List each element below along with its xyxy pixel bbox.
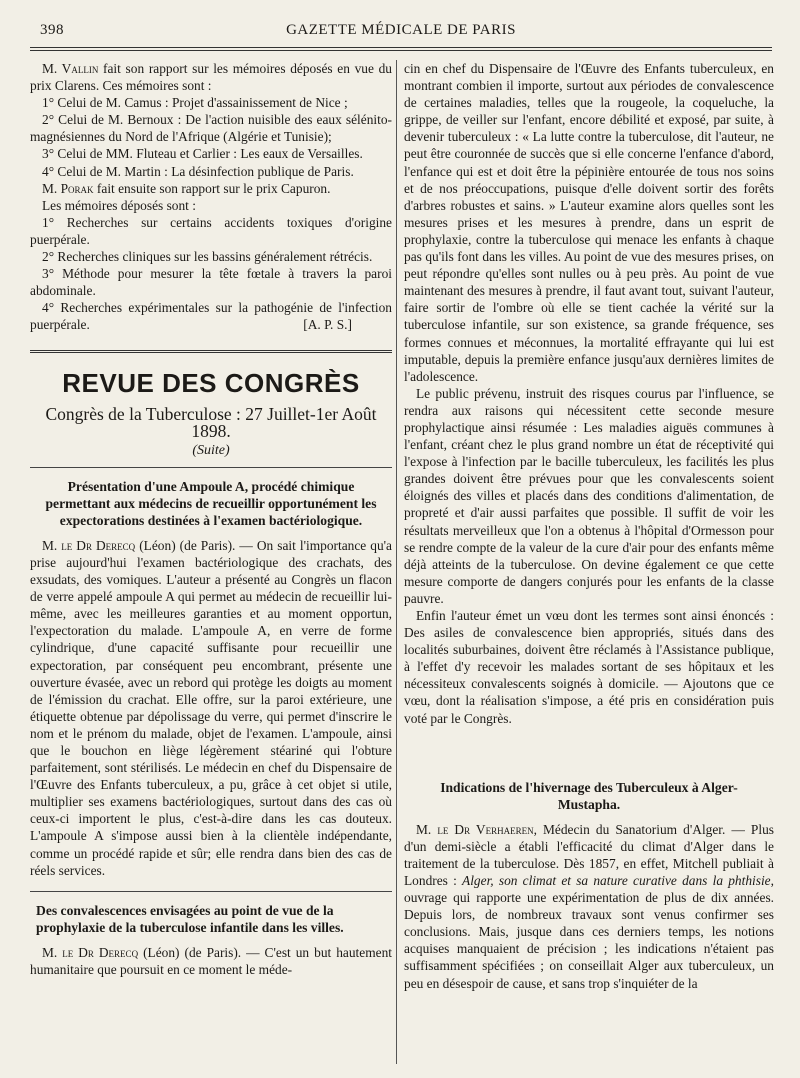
right-paragraph-2: Le public prévenu, instruit des risques courus par l'influence, se rendra aux raisons qui nécessitent cette seconde mesure prophylactique ainsi résumée : Les maladies aiguës communes à l'enfant, créant chez le plus grand nombre un état de réceptivité qui l'expose à l'infection par le bacille tuberculeux, les facilités les plus grandes doivent être prévues pour que les convalescents soient éloignés des villes et placés dans des conditions d'alimentation, de propreté et d'air aussi parfaites que possible. Il suffit de voir les résultats merveilleux que l'on a obtenus à l'hôpital d'Ormesson pour se rendre compte de la valeur de la cure d'air pour des enfants même déjà atteints de la tuberculose. On devine également ce que cette mesure comporte de dangers conjurés pour les enfants de la classe pauvre. bbox=[404, 385, 774, 606]
left-column bbox=[30, 60, 392, 978]
signature: [A. P. S.] bbox=[303, 317, 352, 333]
spacer bbox=[404, 727, 774, 775]
porak-paragraph bbox=[30, 180, 392, 197]
article-3-book-title: Alger, son climat et sa nature curative dans la phthisie bbox=[462, 872, 771, 888]
right-paragraph-3: Enfin l'auteur émet un vœu dont les termes sont ainsi énoncés : Des asiles de convalescence bien appropriés, situés dans des localités suburbaines, doivent être réclamés à l'Assistance publique, à l'effet d'y recevoir les malades sortant de ses hôpitaux et les nécessiteux convalescents soignés à domicile. — Ajoutons que ce vœu, dont la réalisation s'impose, a été pris en considération puis voté par le Congrès. bbox=[404, 608, 774, 726]
porak-name: M. Porak bbox=[42, 180, 94, 196]
right-paragraph-1: cin en chef du Dispensaire de l'Œuvre des Enfants tuberculeux, en montrant combien il importe, surtout aux périodes de convalescence de certaines maladies, telles que la rougeole, la coqueluche, la grippe, de veiller sur l'enfant, encore débilité et exposé, par suite, à devenir tuberculeux : « La lutte contre la tuberculose, dit l'auteur, ne peut être couronnée de succès que si elle concerne l'enfance d'abord, l'enfance qui est et doit être la pépinière entourée de tous nos soins et de nos préoccupations, puisque d'elle doivent sortir des forêts d'arbres robustes et sains. » L'auteur examine alors quelles sont les mesures prises et les mesures à prendre, dans un esprit de prophylaxie, contre la tuberculose qui menace les enfants à chaque pas qu'ils font dans les villes. Au point de vue des mesures prises, on peut répondre qu'elles sont nulles ou à peu près. Au point de vue maintenant des mesures à prendre, il faut avant tout, suivant l'auteur, faire sortir de l'ombre où elle se tient cachée la vérité sur la tuberculose infantile, sur son existence, sa grande fréquence, ses formes connues et méconnues, la mortalité effrayante qui lui est imputable, depuis la première enfance jusqu'aux dernières limites de l'adolescence. bbox=[404, 61, 774, 384]
porak-text: fait ensuite son rapport sur le prix Capuron. bbox=[96, 180, 331, 196]
article-3-body bbox=[404, 821, 774, 992]
vallin-name: M. Vallin bbox=[42, 61, 99, 76]
vallin-paragraph bbox=[30, 60, 392, 94]
congres-heading: Congrès de la Tuberculose : 27 Juillet-1er Août 1898. bbox=[45, 403, 377, 441]
capuron-item-4-text: 4° Recherches expérimentales sur la pathogénie de l'infection puerpérale. bbox=[30, 300, 392, 333]
article-1-text: (Léon) (de Paris). — On sait l'importance qu'a prise aujourd'hui l'examen bactériologique des crachats, des exsudats, des vomiques. L'auteur a présenté au Congrès un flacon de verre appelé ampoule A qui permet au médecin de recueillir lui-même, avec les meilleures garanties et au moment opportun, l'expectoration du malade. L'ampoule A, en verre de forme cylindrique, d'une capacité suffisante pour recueillir une expectoration, par conséquent peu encombrant, présente une ouverture évasée, avec un rebord qui protège les doigts au moment de l'émission du crachat. Elle offre, sur la paroi extérieure, une étiquette obtenue par dépolissage du verre, qui permet d'inscrire le nom et le prénom du malade, objet de l'examen. L'ampoule, ainsi que le bouchon en liège légèrement stéariné qui l'obture parfaitement, sont stérilisés. Le médecin en chef du Dispensaire de l'Œuvre des Enfants tuberculeux, a pu, grâce à cet objet si utile, multiplier ses examens bactériologiques, surtout dans des cas où ceux-ci importent le plus, c'est-à-dire dans les cas douteux. L'ampoule A s'impose aussi bien à la clientèle indépendante, comme un procédé rapide et sûr; elle rendra dans bien des cas de réels services. bbox=[30, 537, 392, 878]
revue-heading: REVUE DES CONGRÈS bbox=[62, 367, 360, 398]
article-3-title: Indications de l'hivernage des Tuberculeux à Alger-Mustapha. bbox=[440, 779, 738, 812]
header-rule bbox=[30, 47, 772, 48]
right-column bbox=[404, 60, 774, 992]
congres-separator bbox=[30, 467, 392, 468]
clarens-item-4: 4° Celui de M. Martin : La désinfection publique de Paris. bbox=[42, 163, 354, 179]
suite-label: (Suite) bbox=[192, 442, 230, 458]
article-2-title: Des convalescences envisagées au point de vue de la prophylaxie de la tuberculose infantile dans les villes. bbox=[36, 902, 344, 935]
capuron-item-2: 2° Recherches cliniques sur les bassins généralement rétrécis. bbox=[42, 249, 373, 265]
article-3-rest: , ouvrage qui rapporte une expérimentation de plus de dix années. Depuis lors, de nombreux travaux sont venus confirmer ses conclusions. Mais, jusque dans ces derniers temps, les notions acquises manquaient de précision ; les indications n'étaient pas suffisamment spécifiées ; on conseillait Alger aux tuberculeux, un peu en désespoir de cause, et sans trop s'inquiéter de la bbox=[404, 872, 774, 991]
vallin-text: fait son rapport sur les mémoires déposés en vue du prix Clarens. Ces mémoires sont : bbox=[30, 61, 392, 94]
article-2-author: M. le Dr Derecq bbox=[42, 944, 139, 960]
capuron-item-3: 3° Méthode pour mesurer la tête fœtale à travers la paroi abdominale. bbox=[30, 266, 392, 299]
clarens-item-2: 2° Celui de M. Bernoux : De l'action nuisible des eaux sélénito-magnésiennes du Nord de l'Afrique (Algérie et Tunisie); bbox=[30, 112, 392, 145]
article-1-title: Présentation d'une Ampoule A, procédé chimique permettant aux médecins de recueillir opportunément les expectorations destinées à l'examen bactériologique. bbox=[45, 478, 377, 528]
running-header bbox=[30, 16, 772, 42]
article-3-intro: , Médecin du Sanatorium d'Alger. — Plus d'un demi-siècle a établi l'efficacité du climat d'Alger dans le traitement de la tuberculose. Dès 1857, en effet, Mitchell publiait à Londres : bbox=[404, 821, 774, 888]
page-number: 398 bbox=[40, 22, 64, 38]
article-2-text: (Léon) (de Paris). — C'est un but hautement humanitaire que poursuit en ce moment le méde- bbox=[30, 944, 392, 977]
column-divider bbox=[396, 60, 397, 1064]
clarens-item-1: 1° Celui de M. Camus : Projet d'assainissement de Nice ; bbox=[42, 95, 348, 111]
article-1-body bbox=[30, 537, 392, 879]
capuron-item-1: 1° Recherches sur certains accidents toxiques d'origine puerpérale. bbox=[30, 214, 392, 247]
article-separator bbox=[30, 891, 392, 892]
article-1-author: M. le Dr Derecq bbox=[42, 537, 136, 553]
clarens-item-3: 3° Celui de MM. Fluteau et Carlier : Les eaux de Versailles. bbox=[42, 146, 363, 162]
article-3-author: M. le Dr Verhaeren bbox=[416, 821, 534, 837]
deposes-line: Les mémoires déposés sont : bbox=[42, 197, 196, 213]
section-double-rule bbox=[30, 350, 392, 353]
header-rule-second bbox=[30, 50, 772, 51]
journal-title: GAZETTE MÉDICALE DE PARIS bbox=[286, 22, 516, 38]
article-2-body bbox=[30, 944, 392, 978]
capuron-item-4 bbox=[30, 299, 392, 333]
